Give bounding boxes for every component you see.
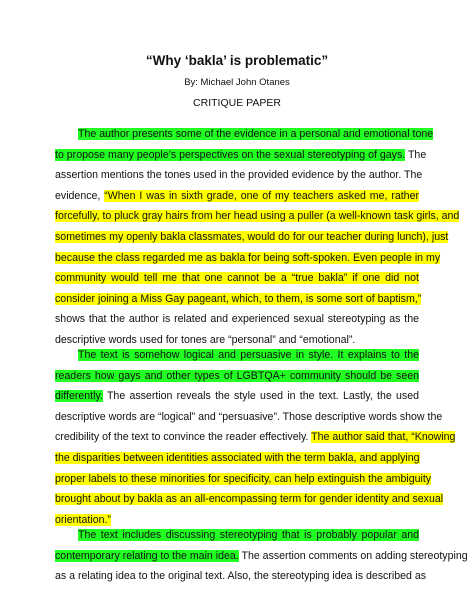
paragraph-line [55, 525, 419, 546]
paragraph-evidence-tone [55, 124, 460, 351]
highlighted-text-yellow: sometimes my openly bakla classmates, would do for our teacher during lunch), just [55, 230, 449, 243]
paragraph-stereotyping [55, 525, 468, 587]
body-text: assertion mentions the tones used in the provided evidence by the author. The [55, 169, 423, 182]
paragraph-line [55, 289, 422, 310]
body-text: The assertion comments on adding stereotyping [238, 549, 468, 562]
paragraph-line [55, 186, 419, 207]
highlighted-text-yellow: because the class regarded me as bakla for being soft-spoken. Even people in my [55, 251, 441, 264]
highlighted-text-yellow: orientation.” [55, 513, 111, 526]
paragraph-line [55, 227, 449, 248]
document-title: “Why ‘bakla’ is problematic” [145, 53, 329, 68]
highlighted-text-yellow: community would tell me that one cannot be a “true bakla” if one did not [55, 272, 419, 285]
highlighted-text-yellow: “When I was in sixth grade, one of my teachers asked me, rather [104, 189, 419, 202]
highlighted-text-yellow: The author said that, “Knowing [311, 431, 456, 444]
paragraph-line [55, 165, 423, 186]
body-text: as a relating idea to the original text. Also, the stereotyping idea is described as [55, 570, 427, 583]
body-text: evidence, [55, 189, 105, 202]
highlighted-text-green: The text is somehow logical and persuasive in style. It explains to the [78, 349, 419, 361]
body-text: The assertion reveals the style used in the text. Lastly, the used [102, 390, 419, 403]
paragraph-line [55, 407, 443, 428]
body-text: shows that the author is related and experienced sexual stereotyping as the [55, 313, 419, 326]
paragraph-line [55, 124, 434, 145]
paragraph-line [55, 546, 468, 567]
paragraph-line [55, 489, 444, 510]
highlighted-text-green: contemporary relating to the main idea. [55, 549, 239, 562]
paragraph-line [55, 386, 419, 407]
body-text: credibility of the text to convince the reader effectively. [55, 431, 312, 444]
paragraph-line [55, 145, 427, 166]
paragraph-logical-persuasive [55, 345, 456, 530]
body-text: The [405, 148, 427, 161]
paragraph-line [55, 448, 419, 469]
highlighted-text-green: readers how gays and other types of LGBTQA+ community should be seen [55, 369, 419, 382]
paragraph-line [55, 366, 419, 387]
highlighted-text-green: to propose many people’s perspectives on the sexual stereotyping of gays. [55, 148, 406, 161]
byline: By: Michael John Otanes [184, 77, 290, 88]
paragraph-line [55, 427, 456, 448]
body-text: descriptive words used for tones are “personal” and “emotional”. [55, 333, 356, 346]
highlighted-text-yellow: brought about by bakla as an all-encompassing term for gender identity and sexual [55, 493, 444, 506]
paragraph-line [55, 268, 419, 289]
highlighted-text-yellow: consider joining a Miss Gay pageant, which, to them, is some sort of baptism,” [55, 292, 422, 305]
highlighted-text-yellow: the disparities between identities associated with the term bakla, and applying [55, 451, 420, 464]
paragraph-line [55, 206, 460, 227]
paragraph-line [55, 309, 419, 330]
paragraph-line [55, 566, 427, 587]
highlighted-text-green: The author presents some of the evidence in a personal and emotional tone [78, 128, 434, 140]
paragraph-line [55, 469, 432, 490]
highlighted-text-yellow: forcefully, to pluck gray hairs from her head using a puller (a well-known task girls, and [55, 210, 460, 223]
highlighted-text-green: differently. [55, 390, 103, 403]
body-text: descriptive words are “logical” and “persuasive”. Those descriptive words show the [55, 410, 443, 423]
paragraph-line [55, 248, 441, 269]
document-type-heading: CRITIQUE PAPER [193, 97, 281, 109]
paragraph-line [55, 345, 419, 366]
highlighted-text-green: The text includes discussing stereotyping that is probably popular and [78, 529, 419, 541]
highlighted-text-yellow: proper labels to these minorities for specificity, can help extinguish the ambiguity [55, 472, 432, 485]
